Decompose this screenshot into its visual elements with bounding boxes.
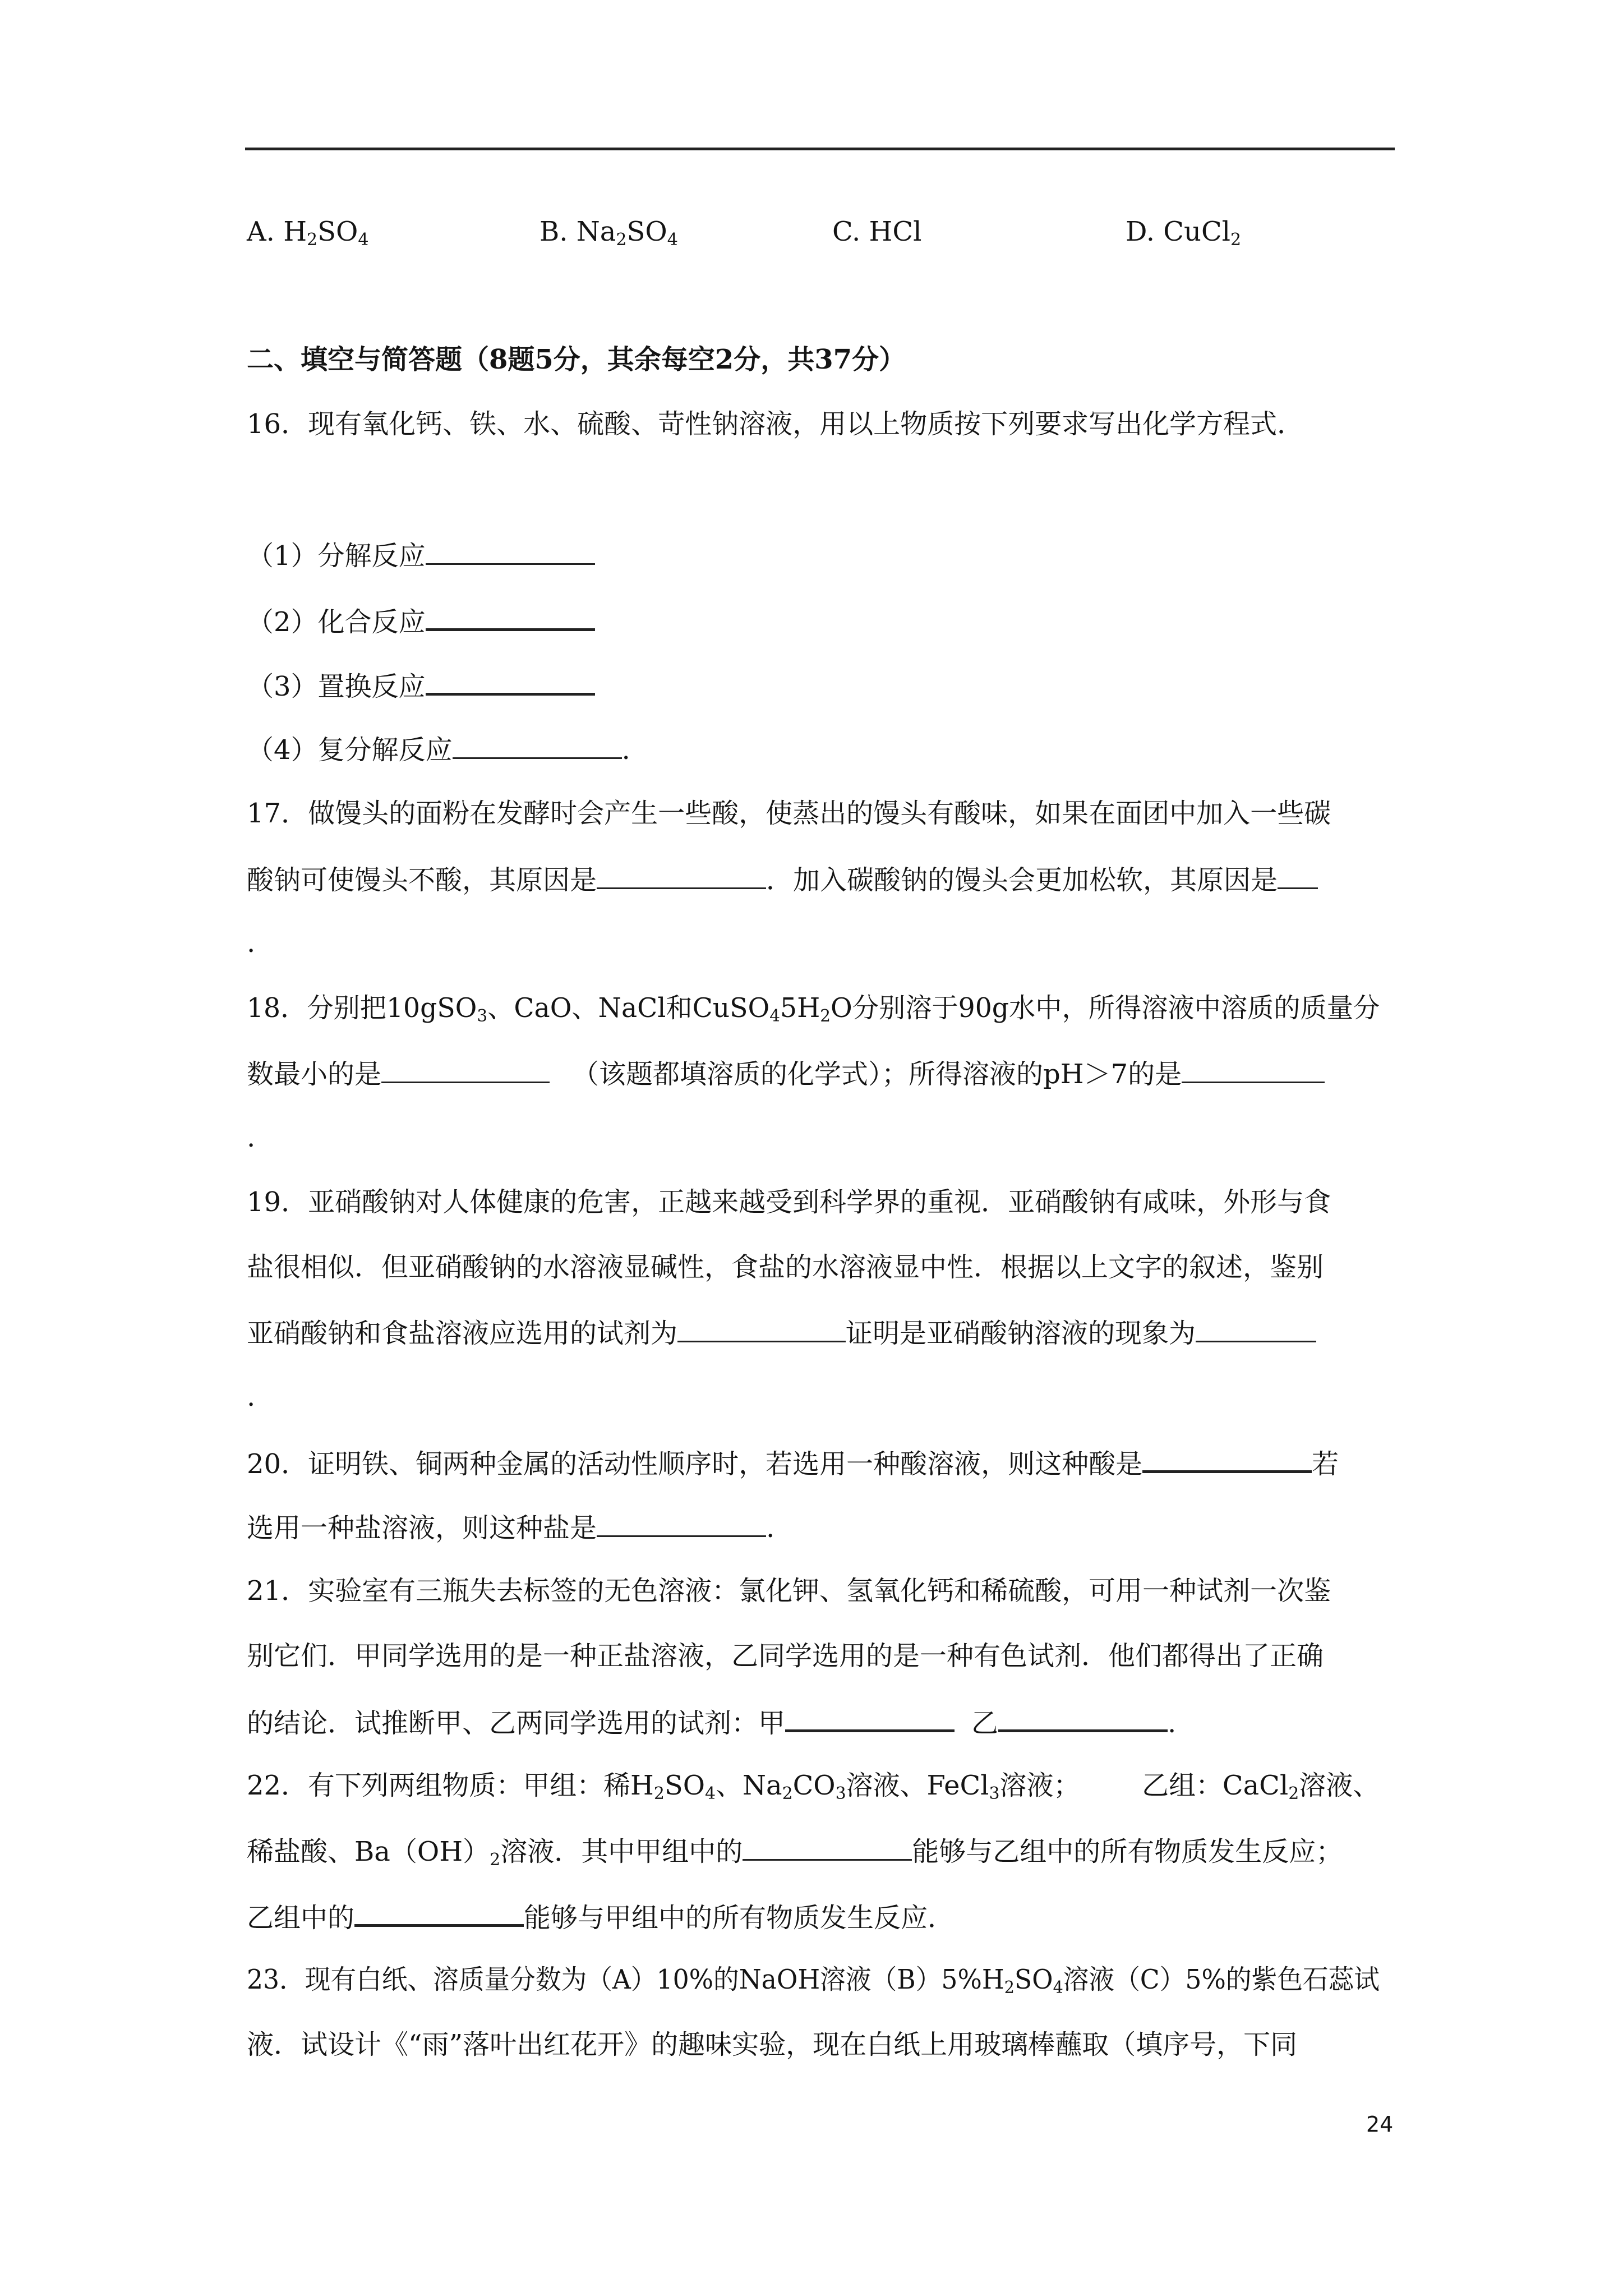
q16-stem: 16．现有氧化钙、铁、水、硫酸、苛性钠溶液，用以上物质按下列要求写出化学方程式． [247,408,1304,440]
q20-line-1: 20．证明铁、铜两种金属的活动性顺序时，若选用一种酸溶液，则这种酸是 若 [247,1444,1339,1481]
q23-line-2: 液．试设计《“雨”落叶出红花开》的趣味实验，现在白纸上用玻璃棒蘸取（填序号，下同 [247,2029,1298,2060]
q18-line-2: 数最小的是 （该题都填溶质的化学式）；所得溶液的pH＞7的是 [247,1056,1325,1091]
q20-line-2: 选用一种盐溶液，则这种盐是 . [247,1510,774,1545]
answer-blank[interactable] [426,602,595,631]
q23-line-1: 23．现有白纸、溶质量分数为（A）10%的NaOH溶液$(B)5\%H_2SO_4$溶液（C）5%的紫色石蕊试 [247,1964,1380,1998]
q18-line-3: . [247,1122,256,1153]
q16-part-2: （2）化合反应 [247,602,595,639]
answer-blank[interactable] [453,731,622,759]
section-heading: 二、填空与简答题（8题5分，其余每空2分，共37分） [247,344,906,375]
q21-line-2: 别它们．甲同学选用的是一种正盐溶液，乙同学选用的是一种有色试剂．他们都得出了正确 [247,1640,1324,1672]
answer-blank[interactable] [354,1898,524,1927]
q17-line-1: 17．做馒头的面粉在发酵时会产生一些酸，使蒸出的馒头有酸味，如果在面团中加入一些碳 [247,798,1331,829]
answer-blank[interactable] [1142,1444,1312,1473]
answer-blank[interactable] [381,1056,550,1083]
q17-line-2: 酸钠可使馒头不酸，其原因是 ．加入碳酸钠的馒头会更加松软，其原因是 [247,862,1318,897]
answer-blank[interactable] [743,1833,912,1861]
q19-line-2: 盐很相似．但亚硝酸钠的水溶液显碱性，食盐的水溶液显中性．根据以上文字的叙述，鉴别 [247,1251,1324,1283]
answer-blank[interactable] [597,862,766,889]
q17-line-3: . [247,927,256,959]
answer-blank[interactable] [998,1704,1168,1732]
q22-line-3: 乙组中的 能够与甲组中的所有物质发生反应． [247,1898,955,1935]
q21-line-3: 的结论．试推断甲、乙两同学选用的试剂：甲 乙 . [247,1704,1176,1740]
answer-blank[interactable] [426,537,595,565]
q19-line-4: . [247,1381,256,1412]
page-number: 24 [1366,2112,1394,2137]
choice-a: A. $H_2SO_4$ [247,216,369,250]
answer-blank[interactable] [1278,862,1318,889]
q22-line-1: 22．有下列两组物质：甲组：稀$H_2SO_4$、$Na_2CO_3$溶液、FeCl$_3$溶液； 乙组：CaCl$_2$溶液、 [247,1770,1380,1803]
q19-line-1: 19．亚硝酸钠对人体健康的危害，正越来越受到科学界的重视．亚硝酸钠有咸味，外形与食 [247,1186,1331,1218]
q16-part-3: （3）置换反应 [247,667,595,703]
header-rule [245,148,1395,150]
answer-blank[interactable] [1182,1056,1325,1083]
choice-c: C. HCl [832,216,922,247]
q19-line-3: 亚硝酸钠和食盐溶液应选用的试剂为 证明是亚硝酸钠溶液的现象为 [247,1315,1316,1350]
q21-line-1: 21．实验室有三瓶失去标签的无色溶液：氯化钾、氢氧化钙和稀硫酸，可用一种试剂一次鉴 [247,1575,1331,1607]
answer-blank[interactable] [597,1510,766,1537]
choice-b: B. $Na_2SO_4$ [540,216,678,250]
answer-blank[interactable] [677,1315,846,1342]
answer-blank[interactable] [426,667,595,696]
answer-blank[interactable] [785,1704,955,1732]
answer-blank[interactable] [1196,1315,1316,1342]
choice-d: D. CuCl$_2$ [1126,216,1242,250]
q22-line-2: 稀盐酸、$Ba(OH)_2$溶液．其中甲组中的 能够与乙组中的所有物质发生反应； [247,1833,1343,1869]
q16-part-4: （4）复分解反应 . [247,731,630,767]
q18-line-1: 18．分别把10gSO$_3$、CaO、NaCl和$CuSO_45H_2O$分别溶于90g水中，所得溶液中溶质的质量分 [247,992,1380,1026]
q16-part-1: （1）分解反应 [247,537,595,573]
